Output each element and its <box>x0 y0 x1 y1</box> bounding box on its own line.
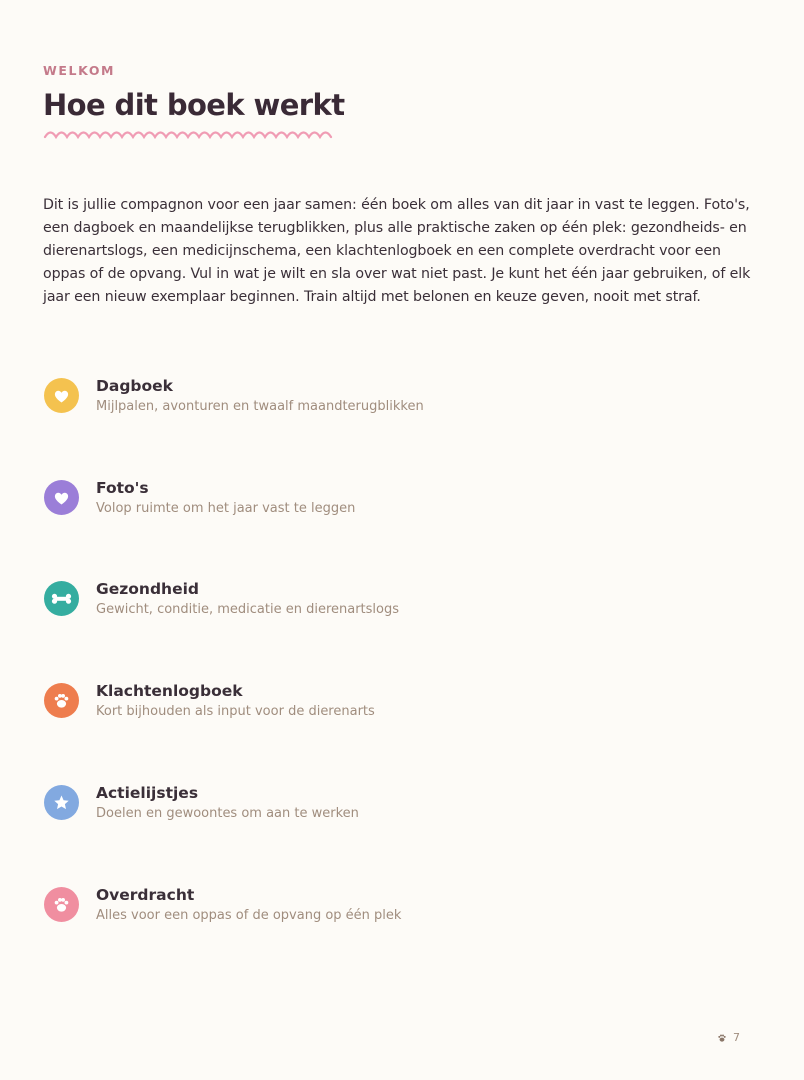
feature-item-fotos <box>43 479 743 523</box>
feature-description: Mijlpalen, avonturen en twaalf maandterugblikken <box>96 399 424 414</box>
wavy-underline <box>43 127 343 141</box>
feature-icon-badge <box>44 887 79 922</box>
page-title: Hoe dit boek werkt <box>43 88 345 122</box>
page-number: 7 <box>733 1031 740 1044</box>
section-label: WELKOM <box>43 63 116 78</box>
feature-description: Volop ruimte om het jaar vast te leggen <box>96 501 356 516</box>
feature-description: Kort bijhouden als input voor de dierenarts <box>96 704 375 719</box>
paw-icon <box>44 887 79 922</box>
paw-icon <box>44 683 79 718</box>
feature-description: Gewicht, conditie, medicatie en dierenartslogs <box>96 602 400 617</box>
feature-icon-badge <box>44 683 79 718</box>
feature-item-gezondheid <box>43 580 743 624</box>
heart-icon <box>44 378 79 413</box>
feature-name: Actielijstjes <box>96 784 199 802</box>
feature-icon-badge <box>44 378 79 413</box>
feature-name: Gezondheid <box>96 580 199 598</box>
feature-name: Foto's <box>96 479 149 497</box>
feature-icon-badge <box>44 785 79 820</box>
feature-name: Dagboek <box>96 377 173 395</box>
heart-icon <box>44 480 79 515</box>
page-footer <box>717 1031 740 1044</box>
feature-description: Alles voor een oppas of de opvang op één plek <box>96 908 402 923</box>
feature-icon-badge <box>44 480 79 515</box>
feature-item-dagboek <box>43 377 743 421</box>
intro-text: Dit is jullie compagnon voor een jaar samen: één boek om alles van dit jaar in vast te leggen. Foto's, een dagboek en maandelijkse terugblikken, plus alle praktische zaken op één plek: gezondheids- en dierenartslogs, een medicijnschema, een klachtenlogboek en een complete overdracht voor een oppas of de opvang. Vul in wat je wilt en sla over wat niet past. Je kunt het één jaar gebruiken, of elk jaar een nieuw exemplaar beginnen. Train altijd met belonen en keuze geven, nooit met straf. <box>43 197 751 305</box>
paw-icon <box>717 1033 727 1043</box>
feature-name: Klachtenlogboek <box>96 682 243 700</box>
star-icon <box>44 785 79 820</box>
feature-item-klachtenlogboek <box>43 682 743 726</box>
feature-icon-badge <box>44 581 79 616</box>
feature-item-overdracht <box>43 886 743 930</box>
bone-icon <box>44 581 79 616</box>
feature-item-actielijstjes <box>43 784 743 828</box>
feature-description: Doelen en gewoontes om aan te werken <box>96 806 359 821</box>
feature-name: Overdracht <box>96 886 195 904</box>
